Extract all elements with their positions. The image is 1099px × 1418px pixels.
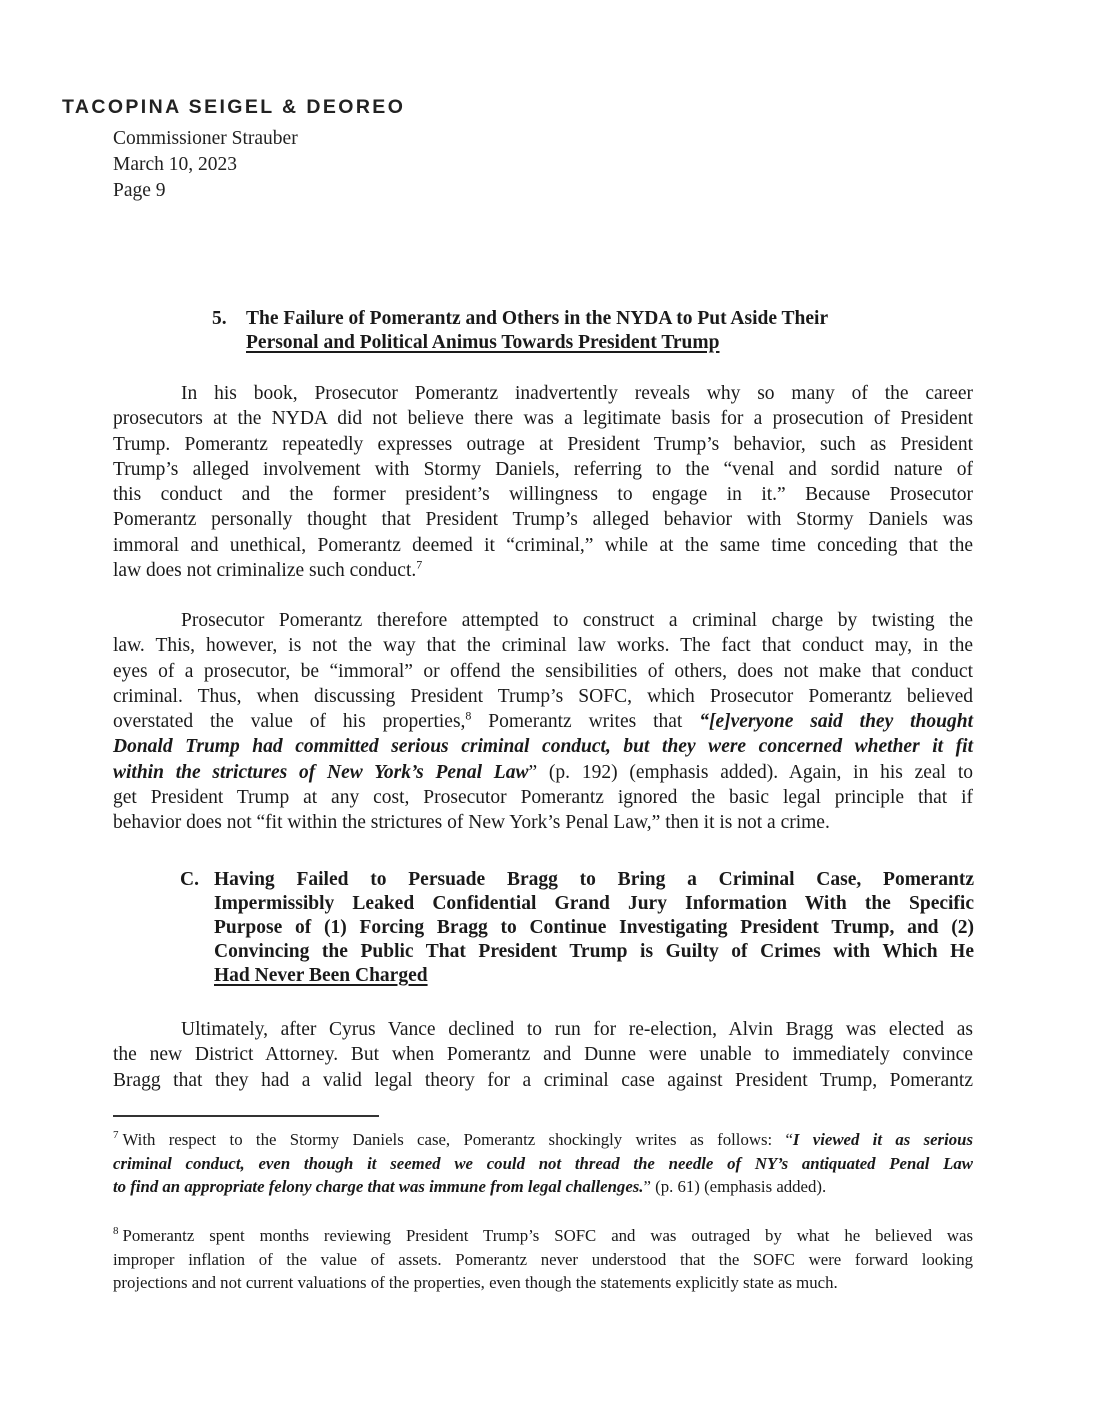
footnote-7-quote: criminal conduct, even though it seemed we could not thread the needle of NY’s antiquated Penal Law bbox=[113, 1153, 973, 1173]
paragraph-2-line: overstated the value of his properties, bbox=[113, 711, 466, 733]
quote-emphasis: “[e]veryone said they thought bbox=[699, 711, 973, 733]
paragraph-2-line: criminal. Thus, when discussing President Trump’s SOFC, which Prosecutor Pomerantz believed bbox=[113, 685, 973, 707]
paragraph-3-line: the new District Attorney. But when Pomerantz and Dunne were unable to immediately convince bbox=[113, 1044, 973, 1066]
footnote-8-mark: 8 bbox=[113, 1225, 119, 1238]
paragraph-1-line: Trump. Pomerantz repeatedly expresses outrage at President Trump’s behavior, such as President bbox=[113, 433, 973, 455]
paragraph-1-line: immoral and unethical, Pomerantz deemed it “criminal,” while at the same time conceding that the bbox=[113, 534, 973, 556]
footnote-8-text: improper inflation of the value of assets. Pomerantz never understood that the SOFC were forward looking bbox=[113, 1249, 973, 1269]
section-c-heading-line: Convincing the Public That President Trump is Guilty of Crimes with Which He bbox=[214, 941, 974, 962]
date-line: March 10, 2023 bbox=[113, 154, 238, 175]
footnote-8 bbox=[113, 1224, 973, 1295]
paragraph-3-line: Ultimately, after Cyrus Vance declined to run for re-election, Alvin Bragg was elected as bbox=[181, 1019, 973, 1040]
quote-emphasis: within the strictures of New York’s Penal Law bbox=[113, 761, 529, 783]
paragraph-3 bbox=[113, 1017, 973, 1093]
section-c-number: C. bbox=[180, 869, 199, 890]
footnote-7-quote: to find an appropriate felony charge that was immune from legal challenges. bbox=[113, 1177, 644, 1196]
section-5-number: 5. bbox=[212, 308, 227, 329]
section-c-heading-line: Having Failed to Persuade Bragg to Bring a Criminal Case, Pomerantz bbox=[214, 869, 974, 890]
paragraph-1-line: In his book, Prosecutor Pomerantz inadvertently reveals why so many of the career bbox=[181, 383, 973, 404]
section-c-heading-line: Had Never Been Charged bbox=[214, 965, 428, 986]
paragraph-2-line: ” (p. 192) (emphasis added). Again, in his zeal to bbox=[528, 761, 973, 783]
paragraph-2-line: Prosecutor Pomerantz therefore attempted to construct a criminal charge by twisting the bbox=[181, 610, 973, 631]
footnote-8-text: projections and not current valuations of the properties, even though the statements explicitly state as much. bbox=[113, 1273, 838, 1292]
footnote-ref-7[interactable]: 7 bbox=[416, 557, 423, 572]
firm-letterhead: TACOPINA SEIGEL & DEOREO bbox=[62, 96, 406, 118]
paragraph-2 bbox=[113, 608, 973, 836]
paragraph-1-line: prosecutors at the NYDA did not believe there was a legitimate basis for a prosecution of President bbox=[113, 408, 973, 430]
section-c-heading-line: Purpose of (1) Forcing Bragg to Continue Investigating President Trump, and (2) bbox=[214, 917, 974, 938]
footnote-7 bbox=[113, 1128, 973, 1199]
footnote-7-quote: I viewed it as serious bbox=[792, 1130, 974, 1149]
section-c-heading-line: Impermissibly Leaked Confidential Grand Jury Information With the Specific bbox=[214, 893, 974, 914]
paragraph-2-line: law. This, however, is not the way that the criminal law works. The fact that conduct may, in the bbox=[113, 635, 973, 657]
paragraph-1 bbox=[113, 381, 973, 583]
paragraph-1-line: this conduct and the former president’s willingness to engage in it.” Because Prosecutor bbox=[113, 484, 973, 506]
recipient-line: Commissioner Strauber bbox=[113, 128, 298, 149]
footnote-7-text: With respect to the Stormy Daniels case, Pomerantz shockingly writes as follows: “ bbox=[122, 1130, 793, 1149]
page-number: Page 9 bbox=[113, 180, 166, 201]
footnote-7-text: ” (p. 61) (emphasis added). bbox=[643, 1177, 827, 1196]
paragraph-1-line: Pomerantz personally thought that President Trump’s alleged behavior with Stormy Daniels was bbox=[113, 509, 973, 531]
section-5-heading-line-2: Personal and Political Animus Towards President Trump bbox=[246, 332, 720, 353]
paragraph-1-line: Trump’s alleged involvement with Stormy Daniels, referring to the “venal and sordid nature of bbox=[113, 458, 973, 480]
footnote-ref-8[interactable]: 8 bbox=[465, 708, 472, 723]
footnote-8-text: Pomerantz spent months reviewing President Trump’s SOFC and was outraged by what he believed was bbox=[122, 1226, 973, 1245]
paragraph-3-line: Bragg that they had a valid legal theory for a criminal case against President Trump, Pomerantz bbox=[113, 1069, 973, 1091]
section-5-heading-line-1: The Failure of Pomerantz and Others in the NYDA to Put Aside Their bbox=[246, 308, 829, 329]
footnote-7-mark: 7 bbox=[113, 1129, 119, 1142]
paragraph-2-line: eyes of a prosecutor, be “immoral” or offend the sensibilities of others, does not make that conduct bbox=[113, 660, 973, 682]
paragraph-2-line: behavior does not “fit within the strictures of New York’s Penal Law,” then it is not a crime. bbox=[113, 812, 830, 834]
paragraph-2-line: Pomerantz writes that bbox=[471, 711, 700, 733]
footnote-divider bbox=[113, 1115, 379, 1117]
paragraph-1-line: law does not criminalize such conduct. bbox=[113, 560, 417, 582]
quote-emphasis: Donald Trump had committed serious criminal conduct, but they were concerned whether it fit bbox=[113, 736, 973, 758]
paragraph-2-line: get President Trump at any cost, Prosecutor Pomerantz ignored the basic legal principle that if bbox=[113, 787, 973, 809]
